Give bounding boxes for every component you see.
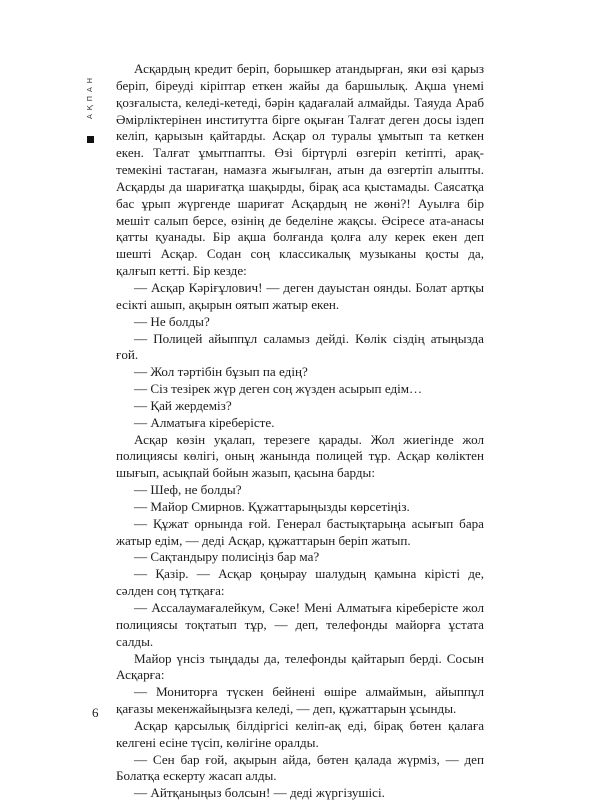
paragraph: — Сен бар ғой, ақырын айда, бөтен қалада жүрміз, — деп Болатқа ескерту жасап алды. [116, 751, 484, 784]
paragraph: — Қазір. — Асқар қоңырау шалудың қамына кірісті де, сәлден соң тұтқаға: [116, 566, 484, 599]
paragraph: — Майор Смирнов. Құжаттарыңызды көрсетіңіз. [134, 498, 410, 514]
paragraph: — Асқар Кәріғұлович! — деген дауыстан оянды. Болат артқы есікті ашып, ақырын оятып жатыр екен. [116, 279, 484, 312]
paragraph: — Ассалаумағалейкум, Сәке! Мені Алматыға кіреберісте жол полициясы тоқтатып тұр, — деп, телефонды майорға ұстата салды. [116, 600, 484, 649]
running-head [82, 66, 98, 143]
section-marker [87, 136, 94, 143]
section-label: АҚПАН [86, 73, 94, 119]
paragraph: — Жол тәртібін бұзып па едің? [134, 364, 308, 380]
paragraph: — Полицей айыппұл саламыз дейді. Көлік сіздің атыңызда ғой. [116, 330, 484, 363]
paragraph: — Сақтандыру полисіңіз бар ма? [134, 549, 320, 565]
paragraph: — Мониторға түскен бейнені өшіре алмаймын, айыппұл қағазы мекенжайыңызға келеді, — деп, құжаттарын ұсынды. [116, 684, 484, 717]
paragraph: — Құжат орнында ғой. Генерал бастықтарыңа асығып бара жатыр едім, — деді Асқар, құжаттарын беріп жатып. [116, 515, 484, 548]
paragraph: Асқардың кредит беріп, борышкер атандырған, яки өзі қарыз беріп, біреуді кіріптар еткен жайы да баршылық. Ақша үнемі қозғалыста, келеді-кетеді, бәрін қадағалай алмайды. Таяуда Араб Әмірліктерінен институтта бірге оқыған Талғат деген досы іздеп келіп, қарызын қайтарды. Асқар ол туралы ұмытып та кеткен екен. Талғат ұмытпапты. Өзі біртүрлі өзгеріп кетіпті, арақ-темекіні тастаған, намазға жығылған, атын да өзгертіп алыпты. Асқарды да шариғатқа шақырды, бірақ аса қыстамады. Саясатқа бас ұрып жүргенде шариғат Асқардың не жөні?! Ауылға бір мешіт салып берсе, өзінің де беделіне жақсы. Әсіресе ата-анасы қатты қуанады. Бір ақша болғанда қолға алу керек екен деп шешті Асқар. Содан соң классикалық музыканы қосты да, қалғып кетті. Бір кезде: [116, 61, 484, 279]
paragraph: Асқар қарсылық білдіргісі келіп-ақ еді, бірақ бөтен қалаға келгені есіне түсіп, көлігіне оралды. [116, 717, 484, 750]
body-text [116, 61, 484, 802]
paragraph: — Сіз тезірек жүр деген соң жүзден асырып едім… [134, 381, 423, 397]
paragraph: Майор үнсіз тыңдады да, телефонды қайтарып берді. Сосын Асқарға: [116, 650, 484, 683]
paragraph: Асқар көзін уқалап, терезеге қарады. Жол жиегінде жол полициясы көлігі, оның жанында полицей тұр. Асқар көліктен шығып, асықпай бойын жазып, қасына барды: [116, 431, 484, 481]
page-number: 6 [92, 705, 99, 720]
paragraph: — Айтқаныңыз болсын! — деді жүргізушісі. [134, 785, 385, 801]
paragraph: — Шеф, не болды? [134, 482, 242, 498]
paragraph: — Не болды? [134, 313, 210, 329]
paragraph: — Қай жердеміз? [134, 397, 232, 413]
paragraph: — Алматыға кіреберісте. [134, 414, 275, 430]
